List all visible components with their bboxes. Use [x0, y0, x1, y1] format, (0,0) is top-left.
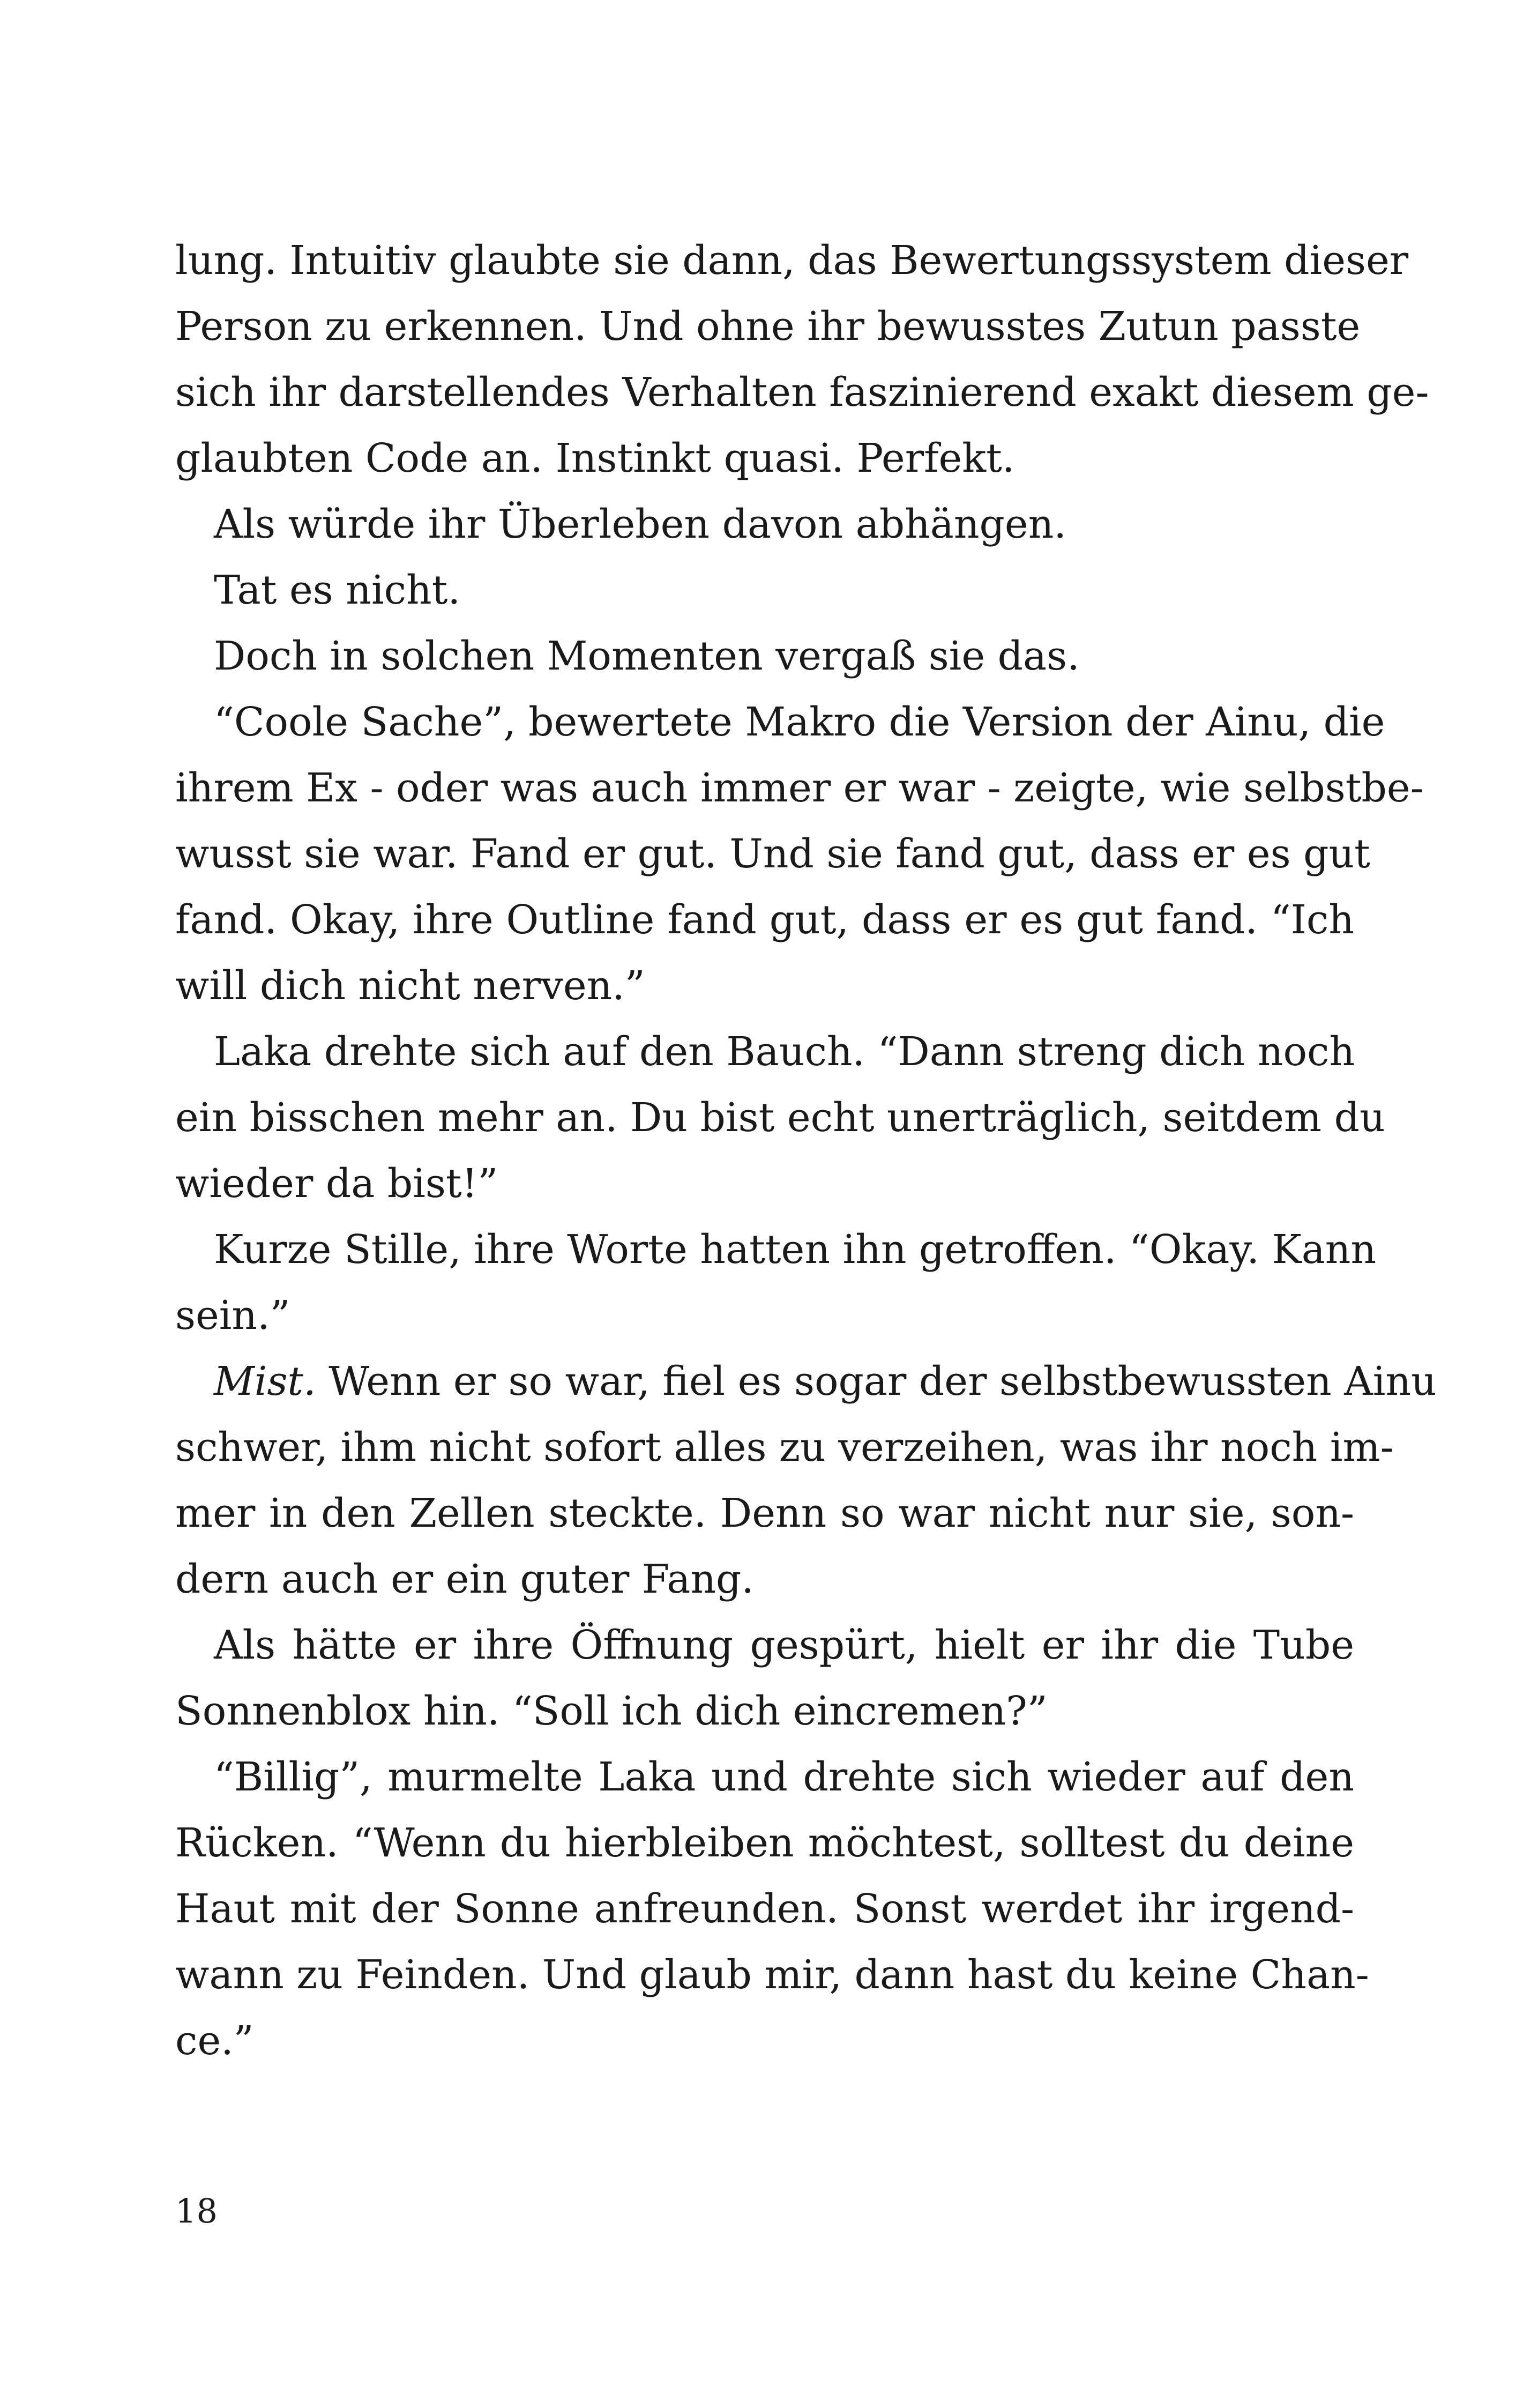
line-text: Wenn er so war, fiel es sogar der selbstbewussten Ainu: [316, 1358, 1437, 1404]
page-number: 18: [175, 2191, 218, 2231]
line-text: wann zu Feinden. Und glaub mir, dann hast du keine Chan-: [175, 1952, 1369, 1998]
text-line: [175, 887, 1354, 953]
line-text: fand. Okay, ihre Outline fand gut, dass er es gut fand. “Ich: [175, 897, 1354, 943]
line-text: Haut mit der Sonne anfreunden. Sonst werdet ihr irgend-: [175, 1886, 1354, 1932]
line-text: ein bisschen mehr an. Du bist echt unerträglich, seitdem du: [175, 1095, 1385, 1141]
text-line: [175, 1547, 1354, 1612]
text-line: [175, 228, 1409, 294]
text-line: [175, 1217, 1377, 1283]
text-line: [175, 2008, 1354, 2074]
line-text: sein.”: [175, 1292, 290, 1339]
text-line: [175, 623, 1354, 689]
text-line: [175, 953, 1354, 1019]
text-line: [175, 1415, 1394, 1481]
line-text: lung. Intuitiv glaubte sie dann, das Bewertungssystem dieser: [175, 237, 1409, 284]
text-line: [175, 1876, 1354, 1942]
text-line: [175, 1085, 1385, 1151]
line-text: Als hätte er ihre Öffnung gespürt, hielt er ihr die Tube: [214, 1622, 1354, 1668]
text-line: [175, 821, 1370, 887]
line-text: ce.”: [175, 2018, 254, 2064]
line-text: will dich nicht nerven.”: [175, 963, 645, 1009]
emphasis-text: Mist.: [214, 1358, 316, 1404]
line-text: “Coole Sache”, bewertete Makro die Version der Ainu, die: [214, 699, 1385, 745]
text-line: [175, 1678, 1354, 1744]
text-line: [175, 755, 1424, 821]
text-line: [175, 1151, 1354, 1217]
line-text: Kurze Stille, ihre Worte hatten ihn getroffen. “Okay. Kann: [214, 1227, 1377, 1273]
line-text: ihrem Ex - oder was auch immer er war - zeigte, wie selbstbe-: [175, 765, 1424, 811]
text-line: [175, 689, 1385, 755]
line-text: mer in den Zellen steckte. Denn so war nicht nur sie, son-: [175, 1490, 1354, 1536]
text-line: [175, 1349, 1437, 1415]
body-text: [175, 228, 1437, 2074]
text-line: [175, 1612, 1354, 1678]
text-line: [175, 1810, 1354, 1876]
text-line: [175, 492, 1354, 558]
text-line: [175, 426, 1354, 492]
text-line: [175, 294, 1361, 360]
line-text: schwer, ihm nicht sofort alles zu verzeihen, was ihr noch im-: [175, 1424, 1394, 1470]
line-text: Tat es nicht.: [214, 567, 460, 613]
line-text: “Billig”, murmelte Laka und drehte sich wieder auf den: [214, 1754, 1354, 1800]
line-text: Als würde ihr Überleben davon abhängen.: [214, 501, 1066, 547]
text-line: [175, 1942, 1369, 2008]
text-line: [175, 1481, 1354, 1547]
line-text: wieder da bist!”: [175, 1161, 498, 1207]
text-line: [175, 1283, 1354, 1349]
text-line: [175, 1744, 1354, 1810]
text-line: [175, 1019, 1354, 1085]
text-line: [175, 360, 1429, 426]
line-text: wusst sie war. Fand er gut. Und sie fand gut, dass er es gut: [175, 831, 1370, 877]
text-line: [175, 558, 1354, 623]
line-text: sich ihr darstellendes Verhalten faszinierend exakt diesem ge-: [175, 369, 1429, 415]
line-text: Doch in solchen Momenten vergaß sie das.: [214, 633, 1080, 679]
line-text: dern auch er ein guter Fang.: [175, 1556, 754, 1602]
line-text: Person zu erkennen. Und ohne ihr bewusstes Zutun passte: [175, 303, 1361, 350]
line-text: Rücken. “Wenn du hierbleiben möchtest, solltest du deine: [175, 1820, 1354, 1866]
line-text: Sonnenblox hin. “Soll ich dich eincremen?”: [175, 1688, 1048, 1734]
line-text: glaubten Code an. Instinkt quasi. Perfekt.: [175, 435, 1015, 481]
line-text: Laka drehte sich auf den Bauch. “Dann streng dich noch: [214, 1029, 1355, 1075]
